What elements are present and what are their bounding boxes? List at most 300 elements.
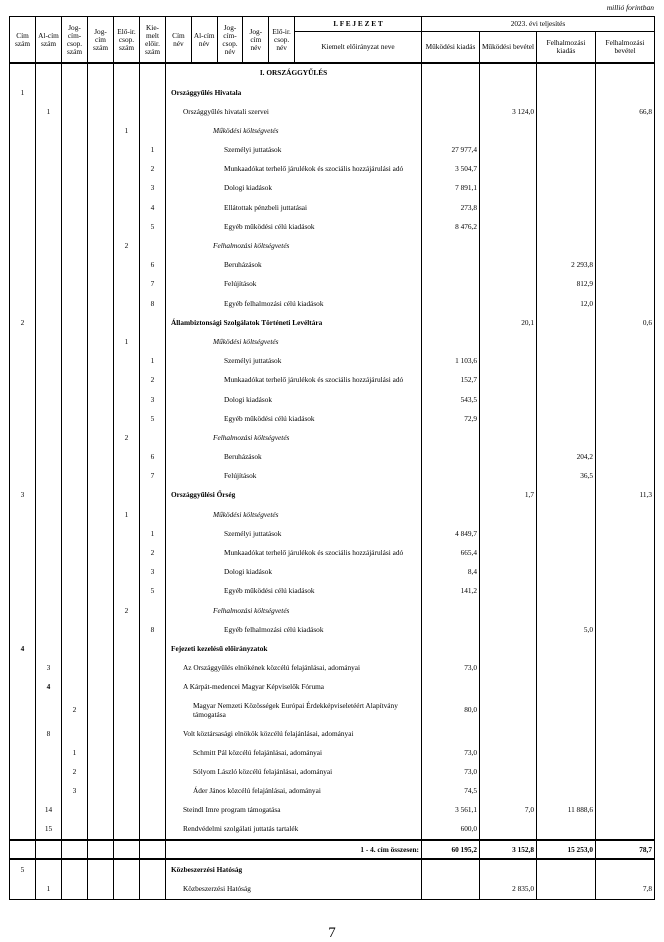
code-eloir [114, 467, 140, 486]
code-jc [88, 859, 114, 879]
code-cim [10, 448, 36, 467]
value-felhalmozasi-bevetel [595, 179, 654, 198]
code-kiem [140, 678, 166, 697]
table-row [10, 820, 655, 840]
code-alcim [36, 371, 62, 390]
value-felhalmozasi-kiadas: 36,5 [536, 467, 595, 486]
table-row [10, 486, 655, 505]
value-felhalmozasi-kiadas [536, 582, 595, 601]
value-mukodesi-kiadas: 73,0 [421, 763, 479, 782]
code-eloir [114, 544, 140, 563]
value-felhalmozasi-kiadas [536, 697, 595, 724]
code-jc [88, 782, 114, 801]
code-eloir [114, 256, 140, 275]
value-felhalmozasi-kiadas [536, 659, 595, 678]
value-felhalmozasi-bevetel [595, 390, 654, 409]
value-mukodesi-kiadas [421, 333, 479, 352]
value-felhalmozasi-kiadas: 5,0 [536, 620, 595, 639]
item-name: Dologi kiadások [166, 563, 422, 582]
code-kiem [140, 880, 166, 900]
value-mukodesi-bevetel [479, 256, 536, 275]
value-felhalmozasi-kiadas [536, 601, 595, 620]
code-jcs [62, 840, 88, 859]
table-row [10, 859, 655, 879]
value-mukodesi-bevetel: 3 152,8 [479, 840, 536, 859]
code-alcim [36, 582, 62, 601]
value-mukodesi-bevetel [479, 743, 536, 762]
code-kiem: 3 [140, 563, 166, 582]
value-felhalmozasi-bevetel [595, 63, 654, 83]
code-jcs [62, 505, 88, 524]
value-mukodesi-bevetel [479, 601, 536, 620]
code-jcs [62, 179, 88, 198]
code-jcs [62, 801, 88, 820]
code-eloir [114, 678, 140, 697]
code-alcim [36, 83, 62, 102]
value-mukodesi-kiadas [421, 486, 479, 505]
value-felhalmozasi-bevetel: 0,6 [595, 313, 654, 332]
code-eloir [114, 352, 140, 371]
code-eloir [114, 563, 140, 582]
value-felhalmozasi-bevetel [595, 371, 654, 390]
code-jcs [62, 141, 88, 160]
value-felhalmozasi-bevetel [595, 743, 654, 762]
code-jc [88, 409, 114, 428]
code-kiem: 2 [140, 544, 166, 563]
page-number: 7 [328, 925, 336, 941]
value-felhalmozasi-bevetel: 78,7 [595, 840, 654, 859]
code-kiem: 7 [140, 467, 166, 486]
code-jc [88, 83, 114, 102]
table-row [10, 659, 655, 678]
code-cim [10, 697, 36, 724]
table-row [10, 102, 655, 121]
value-felhalmozasi-bevetel [595, 697, 654, 724]
code-kiem: 1 [140, 525, 166, 544]
item-name: Személyi juttatások [166, 352, 422, 371]
value-mukodesi-bevetel [479, 333, 536, 352]
value-felhalmozasi-kiadas [536, 763, 595, 782]
value-mukodesi-bevetel [479, 218, 536, 237]
code-alcim [36, 859, 62, 879]
total-row [10, 840, 655, 859]
code-jc [88, 218, 114, 237]
header-eloir-csop-nev: Elő-ir. csop. név [269, 17, 295, 64]
code-alcim [36, 486, 62, 505]
code-kiem [140, 724, 166, 743]
item-name: Egyéb működési célú kiadások [166, 582, 422, 601]
code-kiem [140, 601, 166, 620]
item-name: Sólyom László közcélú felajánlásai, adományai [166, 763, 422, 782]
code-jcs [62, 313, 88, 332]
value-felhalmozasi-kiadas [536, 486, 595, 505]
item-name: Országgyűlési Őrség [166, 486, 422, 505]
value-mukodesi-bevetel [479, 659, 536, 678]
table-row [10, 563, 655, 582]
code-kiem [140, 801, 166, 820]
code-jcs [62, 486, 88, 505]
value-felhalmozasi-bevetel [595, 782, 654, 801]
code-jc [88, 467, 114, 486]
value-mukodesi-kiadas: 80,0 [421, 697, 479, 724]
code-alcim: 15 [36, 820, 62, 840]
code-cim [10, 525, 36, 544]
value-mukodesi-bevetel: 3 124,0 [479, 102, 536, 121]
value-felhalmozasi-bevetel [595, 620, 654, 639]
value-felhalmozasi-kiadas [536, 782, 595, 801]
value-mukodesi-bevetel [479, 467, 536, 486]
code-eloir: 2 [114, 237, 140, 256]
value-felhalmozasi-kiadas [536, 352, 595, 371]
value-felhalmozasi-kiadas [536, 743, 595, 762]
value-mukodesi-bevetel: 20,1 [479, 313, 536, 332]
code-alcim [36, 505, 62, 524]
code-kiem [140, 743, 166, 762]
code-jcs [62, 256, 88, 275]
code-eloir [114, 640, 140, 659]
item-name: Munkaadókat terhelő járulékok és szociális hozzájárulási adó [166, 371, 422, 390]
code-cim: 3 [10, 486, 36, 505]
item-name: Volt köztársasági elnökök közcélú felajánlásai, adományai [166, 724, 422, 743]
header-mukodesi-kiadas: Működési kiadás [421, 32, 479, 64]
value-felhalmozasi-kiadas: 12,0 [536, 294, 595, 313]
header-eloir-csop-szam: Elő-ir. csop. szám [114, 17, 140, 64]
code-eloir: 1 [114, 333, 140, 352]
code-jcs [62, 620, 88, 639]
code-jcs: 2 [62, 697, 88, 724]
code-eloir [114, 294, 140, 313]
code-jc [88, 659, 114, 678]
table-row [10, 371, 655, 390]
code-eloir [114, 160, 140, 179]
code-jcs [62, 102, 88, 121]
value-mukodesi-kiadas: 665,4 [421, 544, 479, 563]
code-kiem: 5 [140, 582, 166, 601]
value-mukodesi-bevetel [479, 409, 536, 428]
value-mukodesi-kiadas: 27 977,4 [421, 141, 479, 160]
value-felhalmozasi-kiadas: 15 253,0 [536, 840, 595, 859]
code-jcs [62, 678, 88, 697]
value-mukodesi-bevetel [479, 640, 536, 659]
code-kiem: 7 [140, 275, 166, 294]
code-alcim [36, 782, 62, 801]
code-alcim [36, 544, 62, 563]
code-jcs [62, 237, 88, 256]
code-cim [10, 582, 36, 601]
code-jcs: 3 [62, 782, 88, 801]
value-mukodesi-kiadas: 3 561,1 [421, 801, 479, 820]
code-cim [10, 678, 36, 697]
code-jc [88, 352, 114, 371]
code-alcim [36, 640, 62, 659]
table-row [10, 160, 655, 179]
code-kiem [140, 237, 166, 256]
value-mukodesi-kiadas: 73,0 [421, 659, 479, 678]
code-cim [10, 371, 36, 390]
code-jcs: 2 [62, 763, 88, 782]
header-alcim-szam: Al-cím szám [36, 17, 62, 64]
item-name: Országgyűlés hivatali szervei [166, 102, 422, 121]
value-mukodesi-bevetel [479, 160, 536, 179]
code-jcs [62, 409, 88, 428]
code-jc [88, 820, 114, 840]
table-row [10, 467, 655, 486]
code-cim [10, 409, 36, 428]
code-kiem [140, 505, 166, 524]
code-eloir [114, 859, 140, 879]
code-kiem: 5 [140, 218, 166, 237]
header-felhalmozasi-kiadas: Felhalmozási kiadás [536, 32, 595, 64]
item-name: Áder János közcélú felajánlásai, adományai [166, 782, 422, 801]
code-eloir [114, 840, 140, 859]
value-mukodesi-bevetel [479, 782, 536, 801]
value-felhalmozasi-kiadas [536, 390, 595, 409]
table-row [10, 601, 655, 620]
code-alcim [36, 525, 62, 544]
value-mukodesi-kiadas: 60 195,2 [421, 840, 479, 859]
item-name: Országgyűlés Hivatala [166, 83, 422, 102]
code-jcs [62, 525, 88, 544]
value-felhalmozasi-kiadas [536, 371, 595, 390]
code-jc [88, 505, 114, 524]
value-mukodesi-kiadas [421, 294, 479, 313]
value-felhalmozasi-kiadas [536, 724, 595, 743]
code-cim [10, 102, 36, 121]
code-eloir [114, 763, 140, 782]
value-mukodesi-kiadas: 152,7 [421, 371, 479, 390]
table-row [10, 782, 655, 801]
value-mukodesi-bevetel [479, 390, 536, 409]
code-alcim [36, 743, 62, 762]
value-felhalmozasi-bevetel [595, 141, 654, 160]
code-alcim [36, 448, 62, 467]
value-felhalmozasi-bevetel [595, 352, 654, 371]
value-mukodesi-bevetel [479, 237, 536, 256]
value-felhalmozasi-bevetel: 66,8 [595, 102, 654, 121]
code-kiem: 1 [140, 352, 166, 371]
code-eloir [114, 782, 140, 801]
code-kiem [140, 83, 166, 102]
value-mukodesi-bevetel [479, 820, 536, 840]
table-row [10, 448, 655, 467]
value-felhalmozasi-kiadas [536, 218, 595, 237]
code-kiem [140, 659, 166, 678]
table-row [10, 218, 655, 237]
table-body [10, 63, 655, 899]
table-row [10, 640, 655, 659]
value-mukodesi-kiadas: 543,5 [421, 390, 479, 409]
code-alcim [36, 63, 62, 83]
value-felhalmozasi-bevetel [595, 544, 654, 563]
value-mukodesi-kiadas [421, 505, 479, 524]
item-name: 1 - 4. cím összesen: [166, 840, 422, 859]
code-alcim [36, 141, 62, 160]
item-name: Felhalmozási költségvetés [166, 429, 422, 448]
code-jcs [62, 448, 88, 467]
value-felhalmozasi-bevetel [595, 409, 654, 428]
code-eloir [114, 390, 140, 409]
code-jc [88, 122, 114, 141]
header-cim-nev: Cím név [166, 17, 192, 64]
item-name: Működési költségvetés [166, 122, 422, 141]
value-mukodesi-kiadas [421, 83, 479, 102]
code-eloir [114, 141, 140, 160]
item-name: Ellátottak pénzbeli juttatásai [166, 198, 422, 217]
table-row [10, 63, 655, 83]
code-cim [10, 352, 36, 371]
code-jc [88, 563, 114, 582]
value-felhalmozasi-bevetel [595, 237, 654, 256]
value-felhalmozasi-kiadas [536, 179, 595, 198]
table-row [10, 333, 655, 352]
code-eloir [114, 620, 140, 639]
value-mukodesi-kiadas: 1 103,6 [421, 352, 479, 371]
value-mukodesi-kiadas [421, 102, 479, 121]
item-name: Az Országgyűlés elnökének közcélú felajánlásai, adományai [166, 659, 422, 678]
code-jcs [62, 859, 88, 879]
table-row [10, 198, 655, 217]
code-alcim [36, 390, 62, 409]
code-kiem [140, 122, 166, 141]
value-mukodesi-bevetel: 2 835,0 [479, 880, 536, 900]
code-jcs [62, 198, 88, 217]
code-cim [10, 763, 36, 782]
code-kiem: 2 [140, 160, 166, 179]
value-mukodesi-bevetel [479, 763, 536, 782]
value-mukodesi-kiadas: 8,4 [421, 563, 479, 582]
item-name: Működési költségvetés [166, 333, 422, 352]
code-cim [10, 275, 36, 294]
code-kiem: 8 [140, 294, 166, 313]
code-alcim: 1 [36, 880, 62, 900]
value-mukodesi-bevetel [479, 275, 536, 294]
code-eloir [114, 880, 140, 900]
value-felhalmozasi-kiadas [536, 820, 595, 840]
value-mukodesi-kiadas: 3 504,7 [421, 160, 479, 179]
code-cim [10, 880, 36, 900]
code-cim [10, 820, 36, 840]
code-jcs [62, 352, 88, 371]
code-kiem [140, 859, 166, 879]
code-eloir: 2 [114, 601, 140, 620]
code-cim [10, 160, 36, 179]
code-eloir: 1 [114, 505, 140, 524]
code-kiem [140, 820, 166, 840]
value-felhalmozasi-kiadas [536, 429, 595, 448]
code-jc [88, 678, 114, 697]
code-jc [88, 620, 114, 639]
code-jc [88, 743, 114, 762]
code-cim [10, 782, 36, 801]
code-eloir [114, 724, 140, 743]
value-felhalmozasi-kiadas [536, 678, 595, 697]
code-kiem [140, 840, 166, 859]
code-alcim [36, 333, 62, 352]
value-felhalmozasi-kiadas [536, 237, 595, 256]
code-kiem [140, 782, 166, 801]
code-kiem [140, 63, 166, 83]
code-jc [88, 582, 114, 601]
item-name: Személyi juttatások [166, 141, 422, 160]
code-alcim [36, 840, 62, 859]
code-jcs [62, 601, 88, 620]
code-jc [88, 63, 114, 83]
value-mukodesi-bevetel [479, 859, 536, 879]
code-jcs [62, 371, 88, 390]
item-name: Egyéb felhalmozási célú kiadások [166, 294, 422, 313]
value-felhalmozasi-bevetel [595, 218, 654, 237]
header-kiemelt-nev: Kiemelt előirányzat neve [294, 32, 421, 64]
code-eloir [114, 83, 140, 102]
table-row [10, 141, 655, 160]
value-felhalmozasi-kiadas: 812,9 [536, 275, 595, 294]
item-name: I. ORSZÁGGYŰLÉS [166, 63, 422, 83]
code-eloir [114, 801, 140, 820]
item-name: Működési költségvetés [166, 505, 422, 524]
value-felhalmozasi-bevetel: 11,3 [595, 486, 654, 505]
code-kiem: 4 [140, 198, 166, 217]
item-name: Munkaadókat terhelő járulékok és szociális hozzájárulási adó [166, 544, 422, 563]
code-alcim [36, 429, 62, 448]
item-name: Magyar Nemzeti Közösségek Európai Érdekképviseletéért Alapítvány támogatása [166, 697, 422, 724]
code-jc [88, 724, 114, 743]
value-mukodesi-bevetel [479, 582, 536, 601]
item-name: Személyi juttatások [166, 525, 422, 544]
code-cim: 4 [10, 640, 36, 659]
header-felhalmozasi-bevetel: Felhalmozási bevétel [595, 32, 654, 64]
code-eloir: 1 [114, 122, 140, 141]
value-mukodesi-bevetel [479, 429, 536, 448]
code-eloir [114, 697, 140, 724]
table-row [10, 313, 655, 332]
value-mukodesi-bevetel [479, 63, 536, 83]
value-felhalmozasi-bevetel [595, 429, 654, 448]
code-eloir: 2 [114, 429, 140, 448]
code-jc [88, 840, 114, 859]
table-row [10, 352, 655, 371]
header-alcim-nev: Al-cím név [191, 17, 217, 64]
code-alcim [36, 275, 62, 294]
code-eloir [114, 179, 140, 198]
code-kiem: 3 [140, 179, 166, 198]
value-felhalmozasi-kiadas [536, 544, 595, 563]
header-jogcim-szam: Jog-cím szám [88, 17, 114, 64]
value-felhalmozasi-bevetel [595, 256, 654, 275]
code-cim [10, 237, 36, 256]
unit-label: millió forintban [606, 3, 654, 12]
code-kiem: 2 [140, 371, 166, 390]
code-jcs [62, 429, 88, 448]
code-eloir [114, 409, 140, 428]
value-felhalmozasi-bevetel [595, 601, 654, 620]
value-felhalmozasi-kiadas [536, 563, 595, 582]
code-kiem [140, 640, 166, 659]
item-name: Egyéb működési célú kiadások [166, 218, 422, 237]
code-cim [10, 724, 36, 743]
value-mukodesi-kiadas [421, 122, 479, 141]
value-felhalmozasi-kiadas: 11 888,6 [536, 801, 595, 820]
table-row [10, 256, 655, 275]
code-cim [10, 429, 36, 448]
value-felhalmozasi-kiadas [536, 880, 595, 900]
code-alcim [36, 179, 62, 198]
value-felhalmozasi-bevetel [595, 859, 654, 879]
table-row [10, 237, 655, 256]
value-mukodesi-kiadas [421, 237, 479, 256]
value-felhalmozasi-bevetel [595, 467, 654, 486]
code-cim [10, 294, 36, 313]
value-felhalmozasi-bevetel [595, 525, 654, 544]
